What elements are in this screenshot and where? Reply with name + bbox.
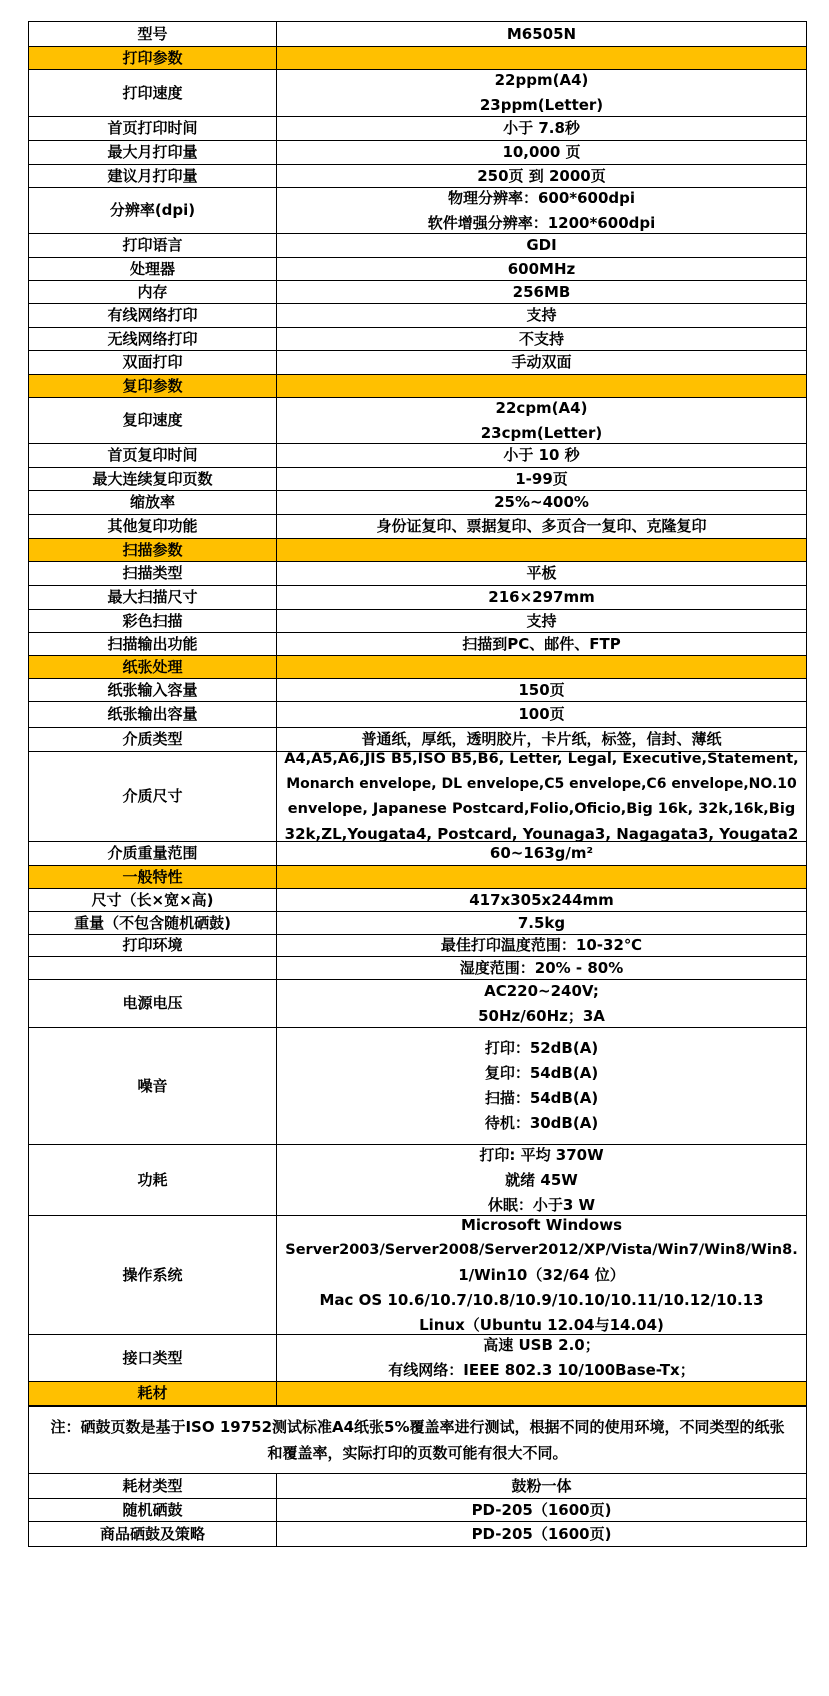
spec-row bbox=[0, 234, 829, 258]
note-line: 和覆盖率，实际打印的页数可能有很大不同。 bbox=[267, 1444, 568, 1462]
spec-row bbox=[0, 258, 829, 281]
spec-label: 随机硒鼓 bbox=[28, 1499, 276, 1522]
section-header-row bbox=[0, 1382, 829, 1406]
section-blank-cell bbox=[276, 1382, 807, 1406]
spec-row bbox=[0, 1145, 829, 1216]
section-title: 打印参数 bbox=[28, 47, 276, 70]
spec-value-line: 有线网络：IEEE 802.3 10/100Base-Tx； bbox=[388, 1361, 695, 1379]
spec-value bbox=[276, 351, 807, 375]
spec-label: 分辨率(dpi) bbox=[28, 188, 276, 234]
section-header-row bbox=[0, 375, 829, 398]
spec-value-line: 50Hz/60Hz；3A bbox=[478, 1006, 605, 1025]
spec-value bbox=[276, 1145, 807, 1216]
spec-row bbox=[0, 610, 829, 633]
spec-label: 接口类型 bbox=[28, 1335, 276, 1382]
spec-label: 处理器 bbox=[28, 258, 276, 281]
spec-value-line: 256MB bbox=[512, 282, 571, 301]
spec-row bbox=[0, 980, 829, 1028]
spec-value bbox=[276, 328, 807, 351]
spec-row bbox=[0, 515, 829, 539]
spec-label: 建议月打印量 bbox=[28, 165, 276, 188]
spec-value-line: 小于 10 秒 bbox=[503, 446, 580, 464]
spec-label: 打印环境 bbox=[28, 935, 276, 957]
section-title: 纸张处理 bbox=[28, 656, 276, 679]
section-title: 复印参数 bbox=[28, 375, 276, 398]
spec-label: 功耗 bbox=[28, 1145, 276, 1216]
spec-label: 其他复印功能 bbox=[28, 515, 276, 539]
spec-value-line: 不支持 bbox=[518, 329, 564, 348]
section-blank-cell bbox=[276, 866, 807, 889]
spec-label: 无线网络打印 bbox=[28, 328, 276, 351]
spec-value bbox=[276, 141, 807, 165]
spec-row bbox=[0, 562, 829, 586]
spec-value-line: 软件增强分辨率：1200*600dpi bbox=[427, 213, 656, 232]
note-line: 注：硒鼓页数是基于ISO 19752测试标准A4纸张5%覆盖率进行测试，根据不同的使用环境，不同类型的纸张 bbox=[50, 1418, 785, 1436]
spec-label: 首页打印时间 bbox=[28, 117, 276, 141]
spec-value bbox=[276, 188, 807, 234]
spec-value-line: PD-205（1600页) bbox=[471, 1500, 612, 1519]
section-title: 耗材 bbox=[28, 1382, 276, 1406]
spec-value-line: 250页 到 2000页 bbox=[477, 166, 606, 185]
spec-label: 型号 bbox=[28, 21, 276, 47]
spec-label: 复印速度 bbox=[28, 398, 276, 444]
spec-value bbox=[276, 491, 807, 515]
spec-value-line: 22ppm(A4) bbox=[494, 71, 589, 89]
spec-value-line: A4,A5,A6,JIS B5,ISO B5,B6, Letter, Legal, Executive,Statement, bbox=[284, 750, 799, 767]
spec-label: 电源电压 bbox=[28, 980, 276, 1028]
spec-value bbox=[276, 1474, 807, 1499]
spec-label: 扫描类型 bbox=[28, 562, 276, 586]
spec-value bbox=[276, 679, 807, 702]
spec-value-line: 25%~400% bbox=[494, 493, 589, 511]
spec-value-line: GDI bbox=[526, 236, 557, 254]
spec-row bbox=[0, 842, 829, 866]
spec-value bbox=[276, 70, 807, 117]
spec-row bbox=[0, 468, 829, 491]
spec-label: 重量（不包含随机硒鼓) bbox=[28, 912, 276, 935]
spec-row bbox=[0, 281, 829, 304]
spec-row bbox=[0, 633, 829, 656]
spec-row bbox=[0, 491, 829, 515]
section-title: 一般特性 bbox=[28, 866, 276, 889]
spec-value bbox=[276, 1499, 807, 1522]
spec-value-line: 待机：30dB(A) bbox=[484, 1114, 599, 1132]
spec-row bbox=[0, 702, 829, 728]
spec-row bbox=[0, 679, 829, 702]
spec-label: 首页复印时间 bbox=[28, 444, 276, 468]
spec-label: 操作系统 bbox=[28, 1216, 276, 1335]
spec-value bbox=[276, 702, 807, 728]
spec-value-line: PD-205（1600页) bbox=[471, 1524, 612, 1543]
spec-row bbox=[0, 70, 829, 117]
spec-label: 有线网络打印 bbox=[28, 304, 276, 328]
spec-value-line: 复印：54dB(A) bbox=[484, 1064, 599, 1082]
spec-value bbox=[276, 1216, 807, 1335]
section-header-row bbox=[0, 866, 829, 889]
spec-label bbox=[28, 957, 276, 980]
spec-value bbox=[276, 842, 807, 866]
spec-value bbox=[276, 980, 807, 1028]
spec-value-line: 小于 7.8秒 bbox=[503, 119, 580, 137]
section-blank-cell bbox=[276, 47, 807, 70]
spec-label: 双面打印 bbox=[28, 351, 276, 375]
spec-row bbox=[0, 165, 829, 188]
spec-value-line: 支持 bbox=[526, 611, 557, 630]
spec-value-line: 60~163g/m² bbox=[489, 844, 594, 862]
spec-value-line: 22cpm(A4) bbox=[495, 398, 588, 417]
spec-value bbox=[276, 1028, 807, 1145]
spec-row bbox=[0, 304, 829, 328]
spec-row bbox=[0, 351, 829, 375]
spec-row bbox=[0, 1335, 829, 1382]
spec-value-line: AC220~240V; bbox=[484, 981, 599, 1000]
spec-value bbox=[276, 117, 807, 141]
spec-label: 最大连续复印页数 bbox=[28, 468, 276, 491]
spec-label: 噪音 bbox=[28, 1028, 276, 1145]
spec-value bbox=[276, 586, 807, 610]
spec-value-line: 打印：52dB(A) bbox=[484, 1039, 599, 1057]
spec-value bbox=[276, 304, 807, 328]
spec-label: 内存 bbox=[28, 281, 276, 304]
spec-label: 打印语言 bbox=[28, 234, 276, 258]
spec-value-line: 扫描到PC、邮件、FTP bbox=[462, 634, 621, 653]
spec-value-line: 23cpm(Letter) bbox=[480, 423, 603, 442]
spec-row bbox=[0, 21, 829, 47]
spec-row bbox=[0, 1499, 829, 1522]
spec-value-line: 物理分辨率：600*600dpi bbox=[447, 188, 636, 207]
spec-row bbox=[0, 1028, 829, 1145]
section-blank-cell bbox=[276, 656, 807, 679]
spec-value-line: 身份证复印、票据复印、多页合一复印、克隆复印 bbox=[376, 517, 707, 535]
spec-value bbox=[276, 1522, 807, 1547]
spec-value bbox=[276, 398, 807, 444]
spec-value bbox=[276, 281, 807, 304]
consumables-note bbox=[28, 1406, 807, 1474]
section-title: 扫描参数 bbox=[28, 539, 276, 562]
spec-value bbox=[276, 889, 807, 912]
spec-row bbox=[0, 398, 829, 444]
spec-value bbox=[276, 258, 807, 281]
spec-label: 缩放率 bbox=[28, 491, 276, 515]
spec-row bbox=[0, 1216, 829, 1335]
spec-row bbox=[0, 188, 829, 234]
spec-value bbox=[276, 610, 807, 633]
spec-row bbox=[0, 141, 829, 165]
spec-value-line: envelope, Japanese Postcard,Folio,Oficio,Big 16k, 32k,16k,Big bbox=[287, 800, 796, 817]
spec-label: 尺寸（长×宽×高) bbox=[28, 889, 276, 912]
section-header-row bbox=[0, 539, 829, 562]
spec-value-line: 32k,ZL,Yougata4, Postcard, Younaga3, Nagagata3, Yougata2 bbox=[284, 824, 799, 843]
spec-value-line: Linux（Ubuntu 12.04与14.04) bbox=[419, 1315, 664, 1334]
spec-value-line: 最佳打印温度范围：10-32℃ bbox=[440, 936, 643, 954]
spec-value-line: Mac OS 10.6/10.7/10.8/10.9/10.10/10.11/10.12/10.13 bbox=[319, 1290, 764, 1309]
spec-value-line: 150页 bbox=[518, 680, 565, 699]
spec-label: 介质类型 bbox=[28, 728, 276, 752]
spec-value-line: 打印: 平均 370W bbox=[479, 1145, 604, 1164]
spec-value-line: 23ppm(Letter) bbox=[479, 96, 604, 114]
spec-label: 纸张输出容量 bbox=[28, 702, 276, 728]
spec-label: 打印速度 bbox=[28, 70, 276, 117]
spec-row bbox=[0, 889, 829, 912]
spec-value-line: Microsoft Windows bbox=[460, 1215, 622, 1234]
spec-value-line: 7.5kg bbox=[517, 913, 566, 932]
spec-value bbox=[276, 752, 807, 842]
spec-label: 耗材类型 bbox=[28, 1474, 276, 1499]
spec-row bbox=[0, 957, 829, 980]
spec-value bbox=[276, 234, 807, 258]
spec-value bbox=[276, 515, 807, 539]
spec-row bbox=[0, 1522, 829, 1547]
spec-value-line: 600MHz bbox=[507, 259, 576, 278]
spec-label: 纸张输入容量 bbox=[28, 679, 276, 702]
spec-row bbox=[0, 586, 829, 610]
spec-row bbox=[0, 912, 829, 935]
spec-label: 介质重量范围 bbox=[28, 842, 276, 866]
spec-value bbox=[276, 468, 807, 491]
spec-row bbox=[0, 935, 829, 957]
spec-label: 最大月打印量 bbox=[28, 141, 276, 165]
spec-value-line: 就绪 45W bbox=[505, 1170, 578, 1189]
spec-value-line: 普通纸，厚纸，透明胶片，卡片纸，标签，信封、薄纸 bbox=[361, 730, 722, 748]
spec-value bbox=[276, 1335, 807, 1382]
spec-value bbox=[276, 935, 807, 957]
spec-row bbox=[0, 328, 829, 351]
spec-row bbox=[0, 1474, 829, 1499]
section-blank-cell bbox=[276, 539, 807, 562]
spec-value bbox=[276, 444, 807, 468]
spec-value-line: 216×297mm bbox=[488, 588, 595, 606]
spec-value-line: 平板 bbox=[526, 564, 557, 582]
spec-value bbox=[276, 957, 807, 980]
spec-value-line: 417x305x244mm bbox=[469, 890, 614, 909]
spec-value-line: Monarch envelope, DL envelope,C5 envelope,C6 envelope,NO.10 bbox=[286, 775, 797, 792]
spec-value bbox=[276, 633, 807, 656]
spec-value-line: Server2003/Server2008/Server2012/XP/Vista/Win7/Win8/Win8. bbox=[285, 1241, 798, 1258]
spec-value bbox=[276, 912, 807, 935]
spec-row bbox=[0, 444, 829, 468]
spec-value-line: 休眠：小于3 W bbox=[487, 1195, 596, 1214]
spec-row bbox=[0, 752, 829, 842]
section-header-row bbox=[0, 47, 829, 70]
spec-value bbox=[276, 21, 807, 47]
spec-value-line: 10,000 页 bbox=[502, 143, 581, 161]
spec-label: 最大扫描尺寸 bbox=[28, 586, 276, 610]
spec-label: 介质尺寸 bbox=[28, 752, 276, 842]
spec-value-line: 扫描：54dB(A) bbox=[484, 1089, 599, 1107]
spec-value-line: 手动双面 bbox=[511, 353, 572, 371]
spec-value-line: 1/Win10（32/64 位） bbox=[458, 1265, 625, 1284]
spec-value-line: 湿度范围：20% - 80% bbox=[459, 958, 624, 977]
spec-value-line: 鼓粉一体 bbox=[511, 1476, 572, 1495]
spec-row bbox=[0, 117, 829, 141]
spec-value-line: 高速 USB 2.0； bbox=[483, 1336, 600, 1354]
spec-label: 彩色扫描 bbox=[28, 610, 276, 633]
spec-value-line: 100页 bbox=[518, 705, 565, 723]
spec-value-line: 支持 bbox=[526, 306, 557, 324]
spec-value-line: 1-99页 bbox=[515, 469, 568, 488]
spec-value bbox=[276, 562, 807, 586]
spec-label: 扫描输出功能 bbox=[28, 633, 276, 656]
spec-value-line: M6505N bbox=[506, 24, 577, 43]
spec-label: 商品硒鼓及策略 bbox=[28, 1522, 276, 1547]
section-header-row bbox=[0, 656, 829, 679]
